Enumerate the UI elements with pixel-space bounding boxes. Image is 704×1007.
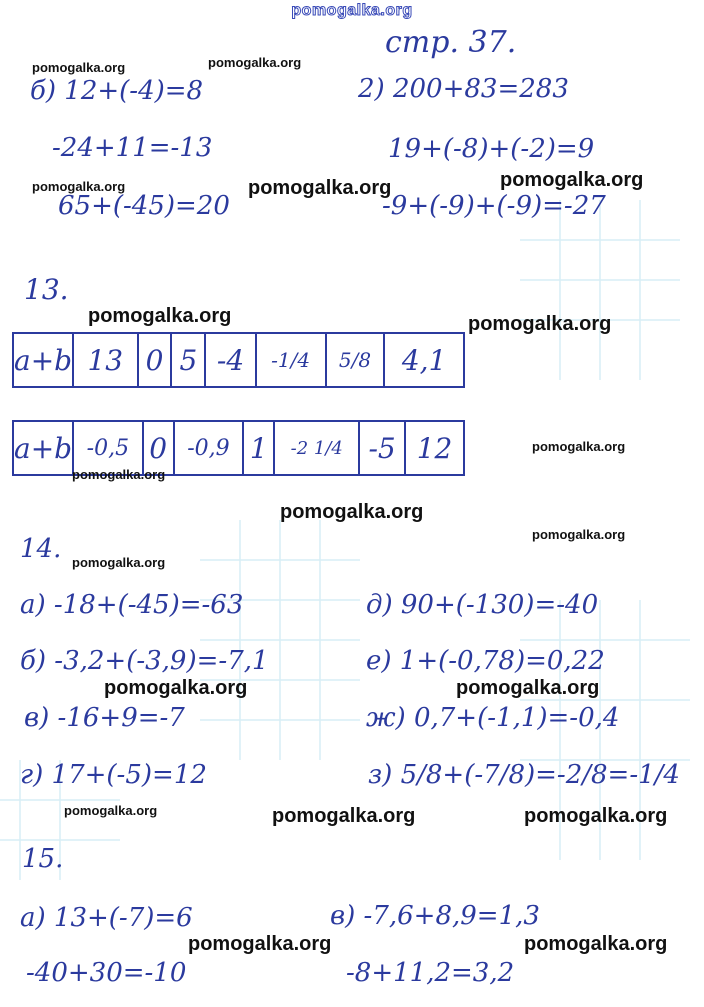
ex14-right-line-4: з) 5/8+(-7/8)=-2/8=-1/4 (368, 760, 680, 790)
top-right-line-3: -9+(-9)+(-9)=-27 (382, 191, 606, 221)
watermark: pomogalka.org (64, 803, 158, 818)
ex15-right-line-1: в) -7,6+8,9=1,3 (330, 901, 540, 931)
watermark: pomogalka.org (500, 169, 644, 191)
ex15-left-line-1: а) 13+(-7)=6 (20, 903, 193, 933)
table-cell: -1/4 (256, 333, 326, 387)
table-cell: a+b (13, 333, 73, 387)
ex14-left-line-2: б) -3,2+(-3,9)=-7,1 (20, 646, 269, 676)
ex13-number: 13. (24, 273, 69, 306)
watermark: pomogalka.org (524, 805, 668, 827)
ex14-left-line-4: г) 17+(-5)=12 (20, 760, 207, 790)
watermark: pomogalka.org (72, 467, 166, 482)
ex14-right-line-1: д) 90+(-130)=-40 (366, 590, 599, 620)
watermark: pomogalka.org (32, 179, 126, 194)
top-left-line-3: 65+(-45)=20 (58, 191, 230, 221)
top-left-line-2: -24+11=-13 (52, 133, 213, 163)
table-cell: -2 1/4 (274, 421, 359, 475)
watermark: pomogalka.org (524, 933, 668, 955)
table-cell: 0 (138, 333, 172, 387)
ex13-table-1 (12, 332, 465, 388)
watermark: pomogalka.org (272, 805, 416, 827)
ex15-right-line-2: -8+11,2=3,2 (346, 958, 515, 988)
watermark: pomogalka.org (32, 60, 126, 75)
ex14-left-line-1: а) -18+(-45)=-63 (20, 590, 244, 620)
watermark: pomogalka.org (280, 501, 424, 523)
table-cell: 13 (73, 333, 137, 387)
table-cell: -0,9 (174, 421, 244, 475)
top-right-line-1: 2) 200+83=283 (358, 74, 569, 104)
table-row (13, 333, 464, 387)
ex14-right-line-3: ж) 0,7+(-1,1)=-0,4 (366, 703, 620, 733)
table-cell: 12 (405, 421, 464, 475)
watermark: pomogalka.org (104, 677, 248, 699)
table-cell: a+b (13, 421, 73, 475)
watermark: pomogalka.org (468, 313, 612, 335)
watermark: pomogalka.org (88, 305, 232, 327)
ex14-left-line-3: в) -16+9=-7 (24, 703, 185, 733)
ex15-number: 15. (22, 844, 64, 874)
table-cell: 1 (243, 421, 274, 475)
watermark: pomogalka.org (532, 439, 626, 454)
top-right-line-2: 19+(-8)+(-2)=9 (388, 134, 595, 164)
watermark: pomogalka.org (248, 177, 392, 199)
page-label: стр. 37. (385, 25, 517, 60)
top-left-line-1: б) 12+(-4)=8 (30, 76, 204, 106)
table-cell: 5 (171, 333, 205, 387)
table-cell: 0 (143, 421, 174, 475)
table-cell: -0,5 (73, 421, 143, 475)
watermark: pomogalka.org (188, 933, 332, 955)
watermark: pomogalka.org (532, 527, 626, 542)
ex14-right-line-2: е) 1+(-0,78)=0,22 (366, 646, 605, 676)
table-cell: 4,1 (384, 333, 464, 387)
watermark: pomogalka.org (456, 677, 600, 699)
table-cell: -4 (205, 333, 255, 387)
watermark: pomogalka.org (72, 555, 166, 570)
watermark: pomogalka.org (208, 55, 302, 70)
table-cell: -5 (359, 421, 405, 475)
table-cell: 5/8 (326, 333, 385, 387)
ex14-number: 14. (20, 534, 62, 564)
ex15-left-line-2: -40+30=-10 (26, 958, 187, 988)
site-header: pomogalka.org (291, 2, 413, 19)
